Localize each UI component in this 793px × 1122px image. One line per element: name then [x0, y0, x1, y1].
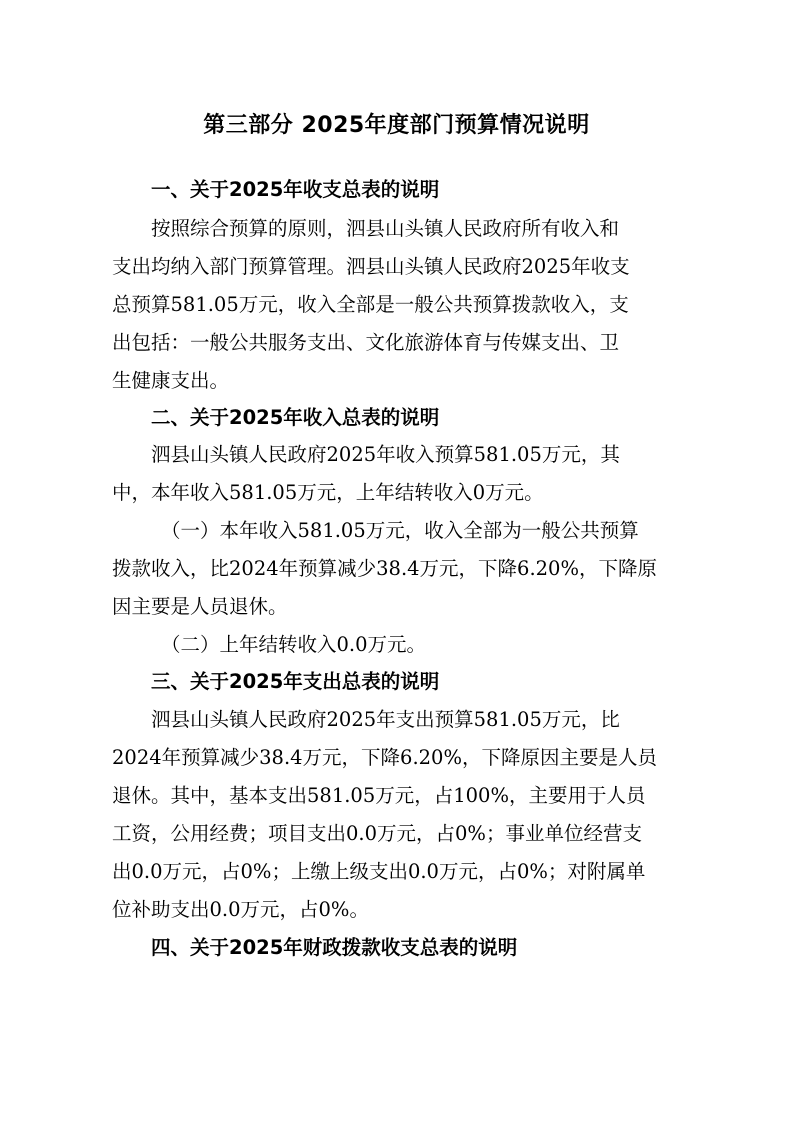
body-line: 泗县山头镇人民政府2025年支出预算581.05万元，比 [151, 708, 620, 731]
body-line: 按照综合预算的原则，泗县山头镇人民政府所有收入和 [151, 217, 620, 240]
section-heading: 二、关于2025年收入总表的说明 [151, 406, 440, 429]
body-line: 因主要是人员退休。 [112, 595, 288, 618]
body-line: （一）本年收入581.05万元，收入全部为一般公共预算 [161, 519, 639, 542]
body-line: 位补助支出0.0万元，占0%。 [112, 898, 369, 921]
body-line: （二）上年结转收入0.0万元。 [161, 633, 427, 656]
body-line: 出包括：一般公共服务支出、文化旅游体育与传媒支出、卫 [112, 331, 620, 354]
body-line: 退休。其中，基本支出581.05万元，占100%，主要用于人员 [112, 784, 646, 807]
document-title: 第三部分 2025年度部门预算情况说明 [203, 113, 590, 138]
body-line: 拨款收入，比2024年预算减少38.4万元，下降6.20%，下降原 [112, 557, 657, 580]
body-line: 泗县山头镇人民政府2025年收入预算581.05万元，其 [151, 443, 620, 466]
section-heading: 三、关于2025年支出总表的说明 [151, 670, 440, 693]
body-line: 工资，公用经费；项目支出0.0万元，占0%；事业单位经营支 [112, 822, 642, 845]
body-line: 总预算581.05万元，收入全部是一般公共预算拨款收入，支 [112, 293, 629, 316]
section-heading: 一、关于2025年收支总表的说明 [151, 178, 440, 201]
body-line: 中，本年收入581.05万元，上年结转收入0万元。 [112, 481, 544, 504]
body-line: 支出均纳入部门预算管理。泗县山头镇人民政府2025年收支 [112, 255, 630, 278]
section-heading: 四、关于2025年财政拨款收支总表的说明 [151, 936, 518, 959]
body-line: 出0.0万元，占0%；上缴上级支出0.0万元，占0%；对附属单 [112, 860, 646, 883]
body-line: 生健康支出。 [112, 369, 230, 392]
body-line: 2024年预算减少38.4万元，下降6.20%，下降原因主要是人员 [112, 746, 657, 769]
